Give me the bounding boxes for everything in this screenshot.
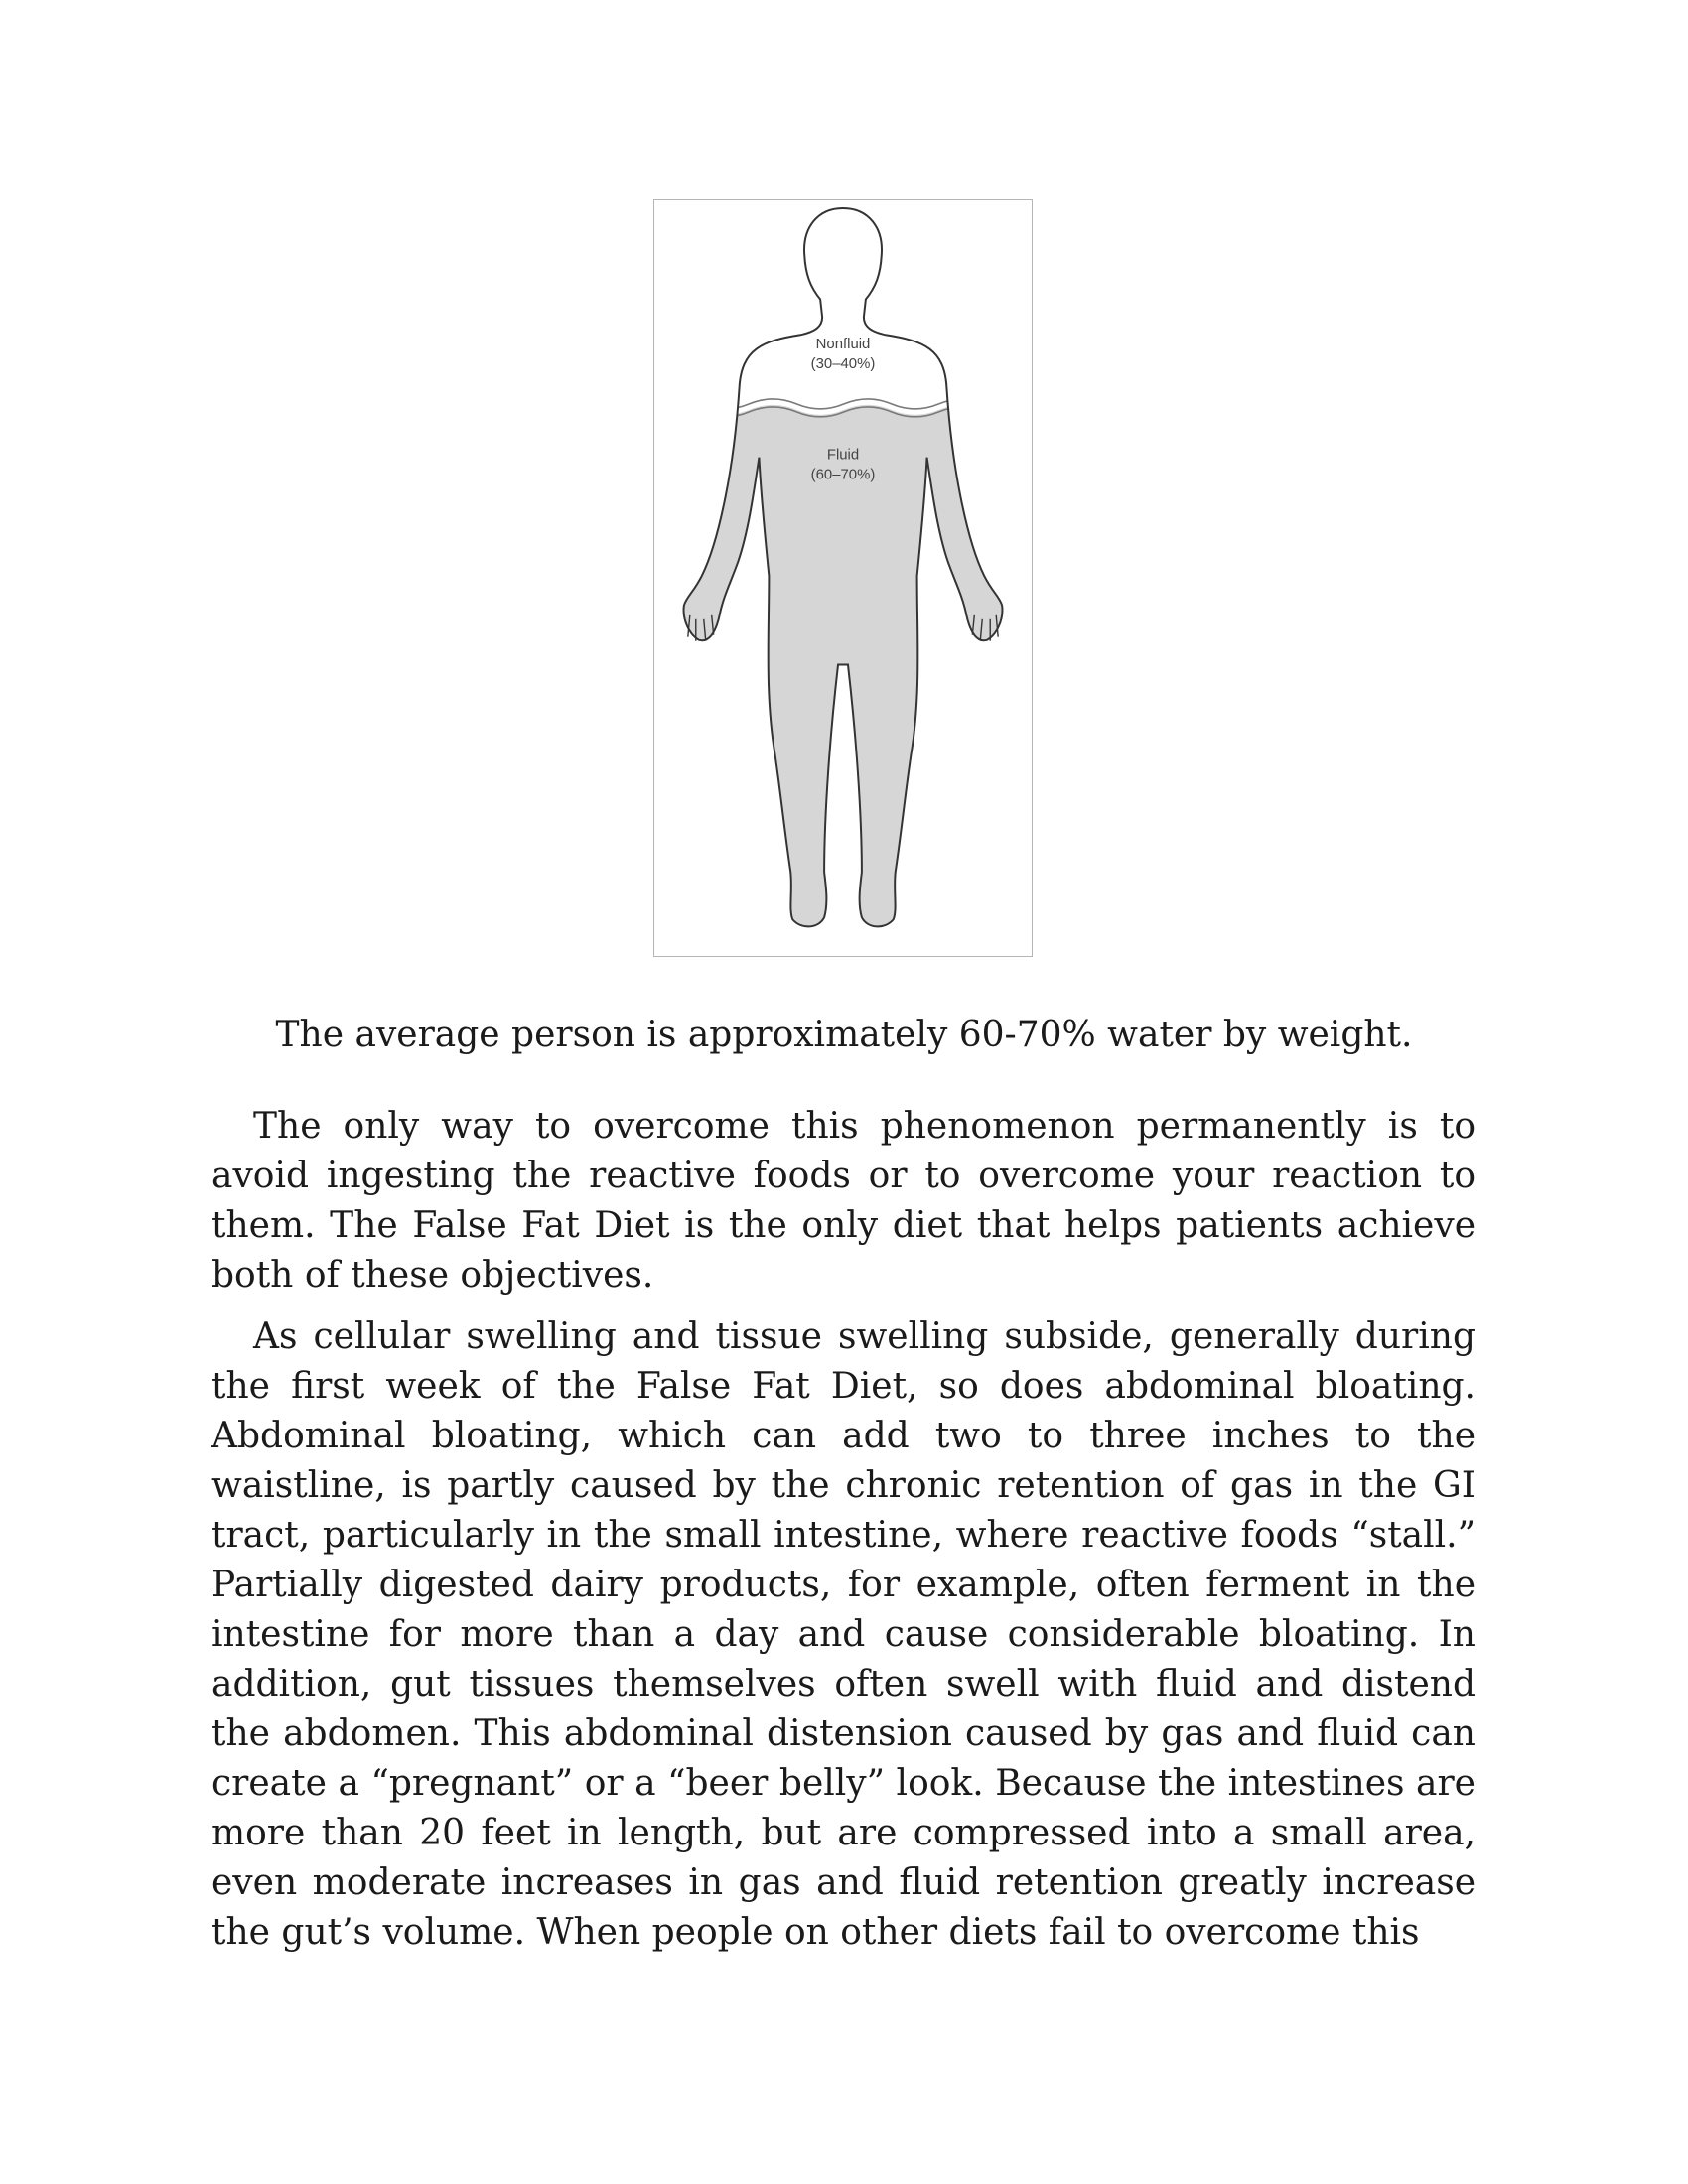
fluid-percentage: (60–70%)	[810, 466, 876, 483]
body-water-figure	[653, 199, 1033, 957]
fluid-label: Fluid	[826, 446, 860, 464]
human-body-illustration	[654, 200, 1032, 956]
nonfluid-percentage: (30–40%)	[810, 355, 876, 373]
paragraph-2: As cellular swelling and tissue swelling subside, generally during the first week of the False Fat Diet, so does abdominal bloating. Abdominal bloating, which can add two to three inches to the waistline, is partly caused by the chronic retention of gas in the GI tract, particularly in the small intestine, where reactive foods “stall.” Partially digested dairy products, for example, often ferment in the intestine for more than a day and cause considerable bloating. In addition, gut tissues themselves often swell with fluid and distend the abdomen. This abdominal distension caused by gas and fluid can create a “pregnant” or a “beer belly” look. Because the intestines are more than 20 feet in length, but are compressed into a small area, even moderate increases in gas and fluid retention greatly increase the gut’s volume. When people on other diets fail to overcome this	[211, 1316, 1476, 1953]
body-text	[211, 1102, 1476, 1970]
nonfluid-label: Nonfluid	[815, 336, 871, 353]
paragraph-1: The only way to overcome this phenomenon permanently is to avoid ingesting the reactive foods or to overcome your reaction to them. The False Fat Diet is the only diet that helps patients achieve both of these objectives.	[211, 1106, 1476, 1296]
figure-caption: The average person is approximately 60-70% water by weight.	[275, 1015, 1413, 1055]
